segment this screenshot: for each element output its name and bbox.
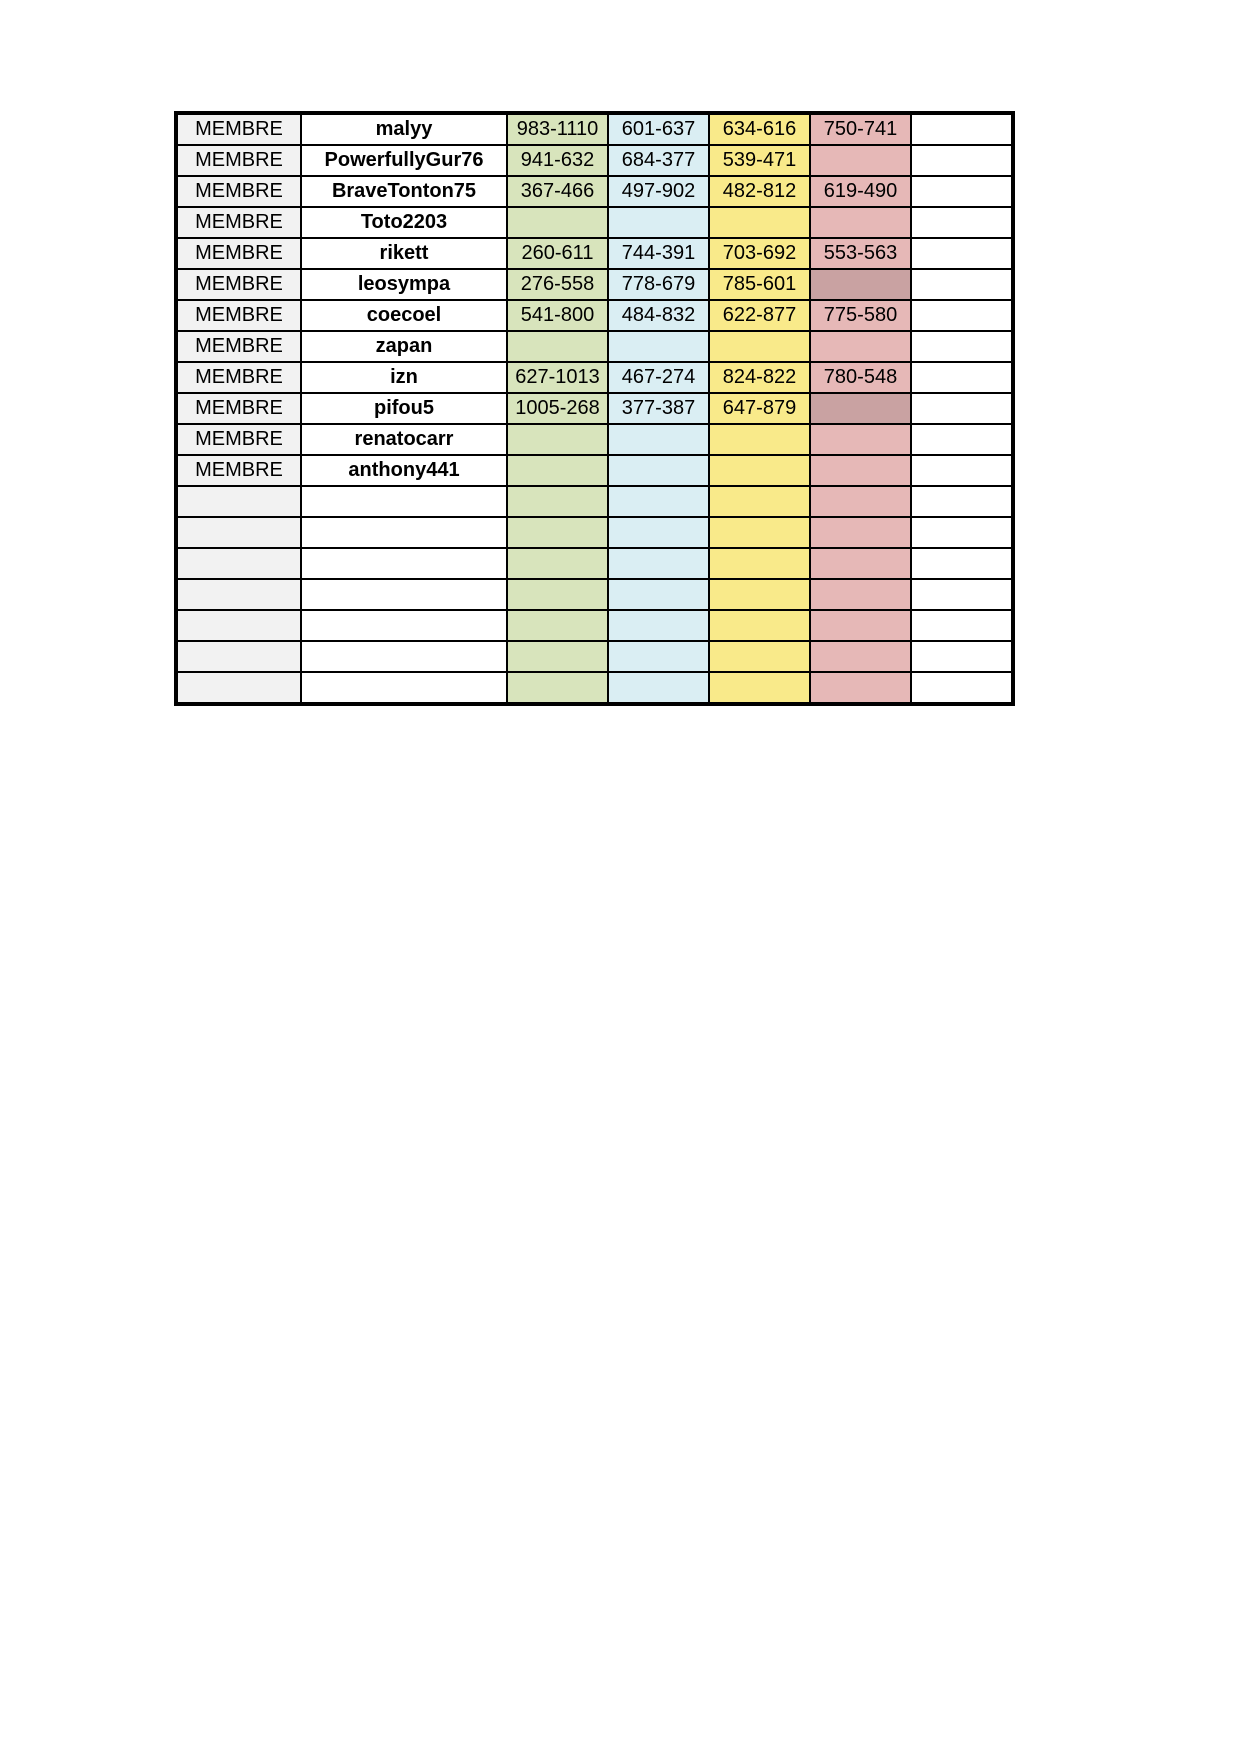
score-yellow-cell: 824-822 xyxy=(709,362,810,393)
score-blue-cell xyxy=(608,486,709,517)
score-yellow-cell xyxy=(709,455,810,486)
score-red-cell xyxy=(810,455,911,486)
score-yellow-cell xyxy=(709,641,810,672)
empty-cell xyxy=(911,672,1013,704)
score-yellow-cell xyxy=(709,548,810,579)
score-red-cell xyxy=(810,548,911,579)
score-green-cell xyxy=(507,331,608,362)
role-cell xyxy=(176,641,301,672)
score-blue-cell: 744-391 xyxy=(608,238,709,269)
member-name-cell: BraveTonton75 xyxy=(301,176,507,207)
score-yellow-cell: 482-812 xyxy=(709,176,810,207)
table-row xyxy=(176,113,1013,145)
empty-cell xyxy=(911,207,1013,238)
member-score-table xyxy=(174,111,1015,706)
member-name-cell: rikett xyxy=(301,238,507,269)
empty-cell xyxy=(911,641,1013,672)
table-row xyxy=(176,362,1013,393)
score-blue-cell: 497-902 xyxy=(608,176,709,207)
table-row xyxy=(176,269,1013,300)
table-row xyxy=(176,176,1013,207)
table-row xyxy=(176,331,1013,362)
score-blue-cell xyxy=(608,548,709,579)
member-name-cell: zapan xyxy=(301,331,507,362)
empty-cell xyxy=(911,238,1013,269)
score-blue-cell xyxy=(608,610,709,641)
score-yellow-cell: 539-471 xyxy=(709,145,810,176)
role-cell xyxy=(176,486,301,517)
empty-cell xyxy=(911,610,1013,641)
score-red-cell xyxy=(810,672,911,704)
score-yellow-cell xyxy=(709,672,810,704)
score-red-cell xyxy=(810,610,911,641)
role-cell: MEMBRE xyxy=(176,455,301,486)
score-red-cell xyxy=(810,331,911,362)
table-row xyxy=(176,486,1013,517)
score-red-cell: 780-548 xyxy=(810,362,911,393)
score-red-cell xyxy=(810,207,911,238)
role-cell: MEMBRE xyxy=(176,300,301,331)
score-green-cell xyxy=(507,579,608,610)
role-cell: MEMBRE xyxy=(176,393,301,424)
empty-cell xyxy=(911,113,1013,145)
member-name-cell: izn xyxy=(301,362,507,393)
score-blue-cell xyxy=(608,424,709,455)
score-blue-cell xyxy=(608,331,709,362)
role-cell: MEMBRE xyxy=(176,207,301,238)
member-name-cell xyxy=(301,610,507,641)
score-red-cell xyxy=(810,579,911,610)
empty-cell xyxy=(911,455,1013,486)
role-cell xyxy=(176,672,301,704)
empty-cell xyxy=(911,331,1013,362)
member-name-cell xyxy=(301,579,507,610)
score-green-cell xyxy=(507,424,608,455)
role-cell: MEMBRE xyxy=(176,145,301,176)
member-name-cell xyxy=(301,672,507,704)
table-row xyxy=(176,579,1013,610)
role-cell: MEMBRE xyxy=(176,331,301,362)
score-blue-cell: 601-637 xyxy=(608,113,709,145)
table-row xyxy=(176,238,1013,269)
score-green-cell: 1005-268 xyxy=(507,393,608,424)
score-green-cell: 276-558 xyxy=(507,269,608,300)
member-name-cell: anthony441 xyxy=(301,455,507,486)
member-name-cell: pifou5 xyxy=(301,393,507,424)
table-row xyxy=(176,455,1013,486)
score-yellow-cell xyxy=(709,424,810,455)
score-blue-cell xyxy=(608,207,709,238)
role-cell: MEMBRE xyxy=(176,113,301,145)
score-green-cell: 367-466 xyxy=(507,176,608,207)
score-blue-cell: 484-832 xyxy=(608,300,709,331)
score-red-cell xyxy=(810,486,911,517)
score-green-cell: 541-800 xyxy=(507,300,608,331)
role-cell xyxy=(176,548,301,579)
score-blue-cell xyxy=(608,641,709,672)
score-yellow-cell xyxy=(709,610,810,641)
score-green-cell: 941-632 xyxy=(507,145,608,176)
role-cell: MEMBRE xyxy=(176,362,301,393)
empty-cell xyxy=(911,300,1013,331)
score-yellow-cell xyxy=(709,207,810,238)
score-red-cell: 775-580 xyxy=(810,300,911,331)
empty-cell xyxy=(911,362,1013,393)
table-row xyxy=(176,393,1013,424)
score-red-cell xyxy=(810,269,911,300)
member-name-cell: coecoel xyxy=(301,300,507,331)
score-red-cell: 619-490 xyxy=(810,176,911,207)
score-blue-cell: 377-387 xyxy=(608,393,709,424)
table-row xyxy=(176,672,1013,704)
score-yellow-cell xyxy=(709,331,810,362)
score-green-cell xyxy=(507,207,608,238)
empty-cell xyxy=(911,486,1013,517)
member-name-cell xyxy=(301,641,507,672)
table-row xyxy=(176,517,1013,548)
score-green-cell xyxy=(507,548,608,579)
score-red-cell xyxy=(810,424,911,455)
member-name-cell xyxy=(301,486,507,517)
score-green-cell xyxy=(507,486,608,517)
score-green-cell xyxy=(507,672,608,704)
score-green-cell xyxy=(507,455,608,486)
score-green-cell xyxy=(507,641,608,672)
role-cell: MEMBRE xyxy=(176,269,301,300)
member-name-cell: leosympa xyxy=(301,269,507,300)
empty-cell xyxy=(911,269,1013,300)
score-blue-cell: 778-679 xyxy=(608,269,709,300)
member-name-cell: renatocarr xyxy=(301,424,507,455)
table-row xyxy=(176,207,1013,238)
member-name-cell xyxy=(301,517,507,548)
score-blue-cell: 684-377 xyxy=(608,145,709,176)
score-red-cell xyxy=(810,393,911,424)
table-row xyxy=(176,610,1013,641)
role-cell xyxy=(176,579,301,610)
score-green-cell xyxy=(507,610,608,641)
score-yellow-cell: 634-616 xyxy=(709,113,810,145)
score-yellow-cell: 622-877 xyxy=(709,300,810,331)
table-body xyxy=(176,113,1013,704)
score-blue-cell xyxy=(608,672,709,704)
empty-cell xyxy=(911,424,1013,455)
role-cell: MEMBRE xyxy=(176,424,301,455)
table-row xyxy=(176,424,1013,455)
score-green-cell: 260-611 xyxy=(507,238,608,269)
score-green-cell xyxy=(507,517,608,548)
score-yellow-cell xyxy=(709,486,810,517)
score-red-cell xyxy=(810,641,911,672)
score-yellow-cell: 785-601 xyxy=(709,269,810,300)
role-cell xyxy=(176,610,301,641)
member-name-cell: PowerfullyGur76 xyxy=(301,145,507,176)
score-green-cell: 627-1013 xyxy=(507,362,608,393)
member-name-cell: Toto2203 xyxy=(301,207,507,238)
empty-cell xyxy=(911,393,1013,424)
score-blue-cell: 467-274 xyxy=(608,362,709,393)
score-yellow-cell xyxy=(709,517,810,548)
table-row xyxy=(176,145,1013,176)
member-name-cell xyxy=(301,548,507,579)
member-name-cell: malyy xyxy=(301,113,507,145)
empty-cell xyxy=(911,579,1013,610)
empty-cell xyxy=(911,548,1013,579)
table-row xyxy=(176,300,1013,331)
score-red-cell: 553-563 xyxy=(810,238,911,269)
score-red-cell xyxy=(810,517,911,548)
score-yellow-cell xyxy=(709,579,810,610)
score-blue-cell xyxy=(608,517,709,548)
score-red-cell xyxy=(810,145,911,176)
score-green-cell: 983-1110 xyxy=(507,113,608,145)
score-red-cell: 750-741 xyxy=(810,113,911,145)
table-row xyxy=(176,548,1013,579)
score-yellow-cell: 647-879 xyxy=(709,393,810,424)
role-cell xyxy=(176,517,301,548)
score-blue-cell xyxy=(608,579,709,610)
empty-cell xyxy=(911,145,1013,176)
role-cell: MEMBRE xyxy=(176,238,301,269)
score-yellow-cell: 703-692 xyxy=(709,238,810,269)
role-cell: MEMBRE xyxy=(176,176,301,207)
table-row xyxy=(176,641,1013,672)
score-blue-cell xyxy=(608,455,709,486)
empty-cell xyxy=(911,176,1013,207)
empty-cell xyxy=(911,517,1013,548)
